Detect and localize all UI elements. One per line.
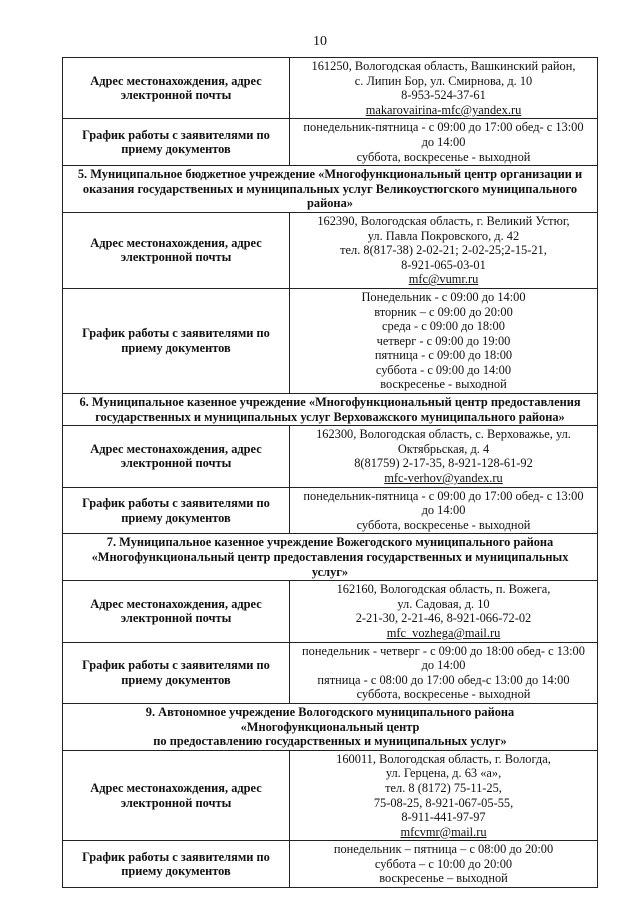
section-heading-7: 7. Муниципальное казенное учреждение Вожегодского муниципального района «Многофункциональный центр предоставления государственных и муниципальных услуг» <box>63 534 598 581</box>
table-row <box>63 750 598 841</box>
address-value: 162390, Вологодская область, г. Великий Устюг, ул. Павла Покровского, д. 42 тел. 8(817-38) 2-02-21; 2-02-25;2-15-21, 8-921-065-03-01 mfc@vumr.ru <box>290 212 598 288</box>
section-heading-6: 6. Муниципальное казенное учреждение «Многофункциональный центр предоставления государственных и муниципальных услуг Верховажского муниципального района» <box>63 394 598 426</box>
email-link[interactable]: mfc-verhov@yandex.ru <box>384 471 503 486</box>
address-value: 160011, Вологодская область, г. Вологда, ул. Герцена, д. 63 «а», тел. 8 (8172) 75-11-25, 75-08-25, 8-921-067-05-55, 8-911-441-97-97 mfcvmr@mail.ru <box>290 750 598 841</box>
email-link[interactable]: makarovairina-mfc@yandex.ru <box>365 102 522 117</box>
table-row <box>63 841 598 888</box>
table-row <box>63 426 598 487</box>
schedule-value: понедельник – пятница – с 08:00 до 20:00 суббота – с 10:00 до 20:00 воскресенье – выходной <box>290 841 598 888</box>
schedule-value: Понедельник - с 09:00 до 14:00 вторник – с 09:00 до 20:00 среда - с 09:00 до 18:00 четверг - с 09:00 до 19:00 пятница - с 09:00 до 18:00 суббота - с 09:00 до 14:00 воскресенье - выходной <box>290 288 598 393</box>
address-label: Адрес местонахождения, адрес электронной почты <box>63 581 290 642</box>
table-row <box>63 487 598 534</box>
section-heading-row <box>63 166 598 213</box>
email-link[interactable]: mfcvmr@mail.ru <box>400 824 487 839</box>
schedule-value: понедельник-пятница - с 09:00 до 17:00 обед- с 13:00 до 14:00 суббота, воскресенье - выходной <box>290 487 598 534</box>
section-heading-row <box>63 534 598 581</box>
mfc-info-table <box>62 57 598 888</box>
table-row <box>63 58 598 119</box>
schedule-label: График работы с заявителями по приему документов <box>63 288 290 393</box>
section-heading-row <box>63 703 598 750</box>
address-label: Адрес местонахождения, адрес электронной почты <box>63 212 290 288</box>
address-value: 162160, Вологодская область, п. Вожега, ул. Садовая, д. 10 2-21-30, 2-21-46, 8-921-066-72-02 mfc_vozhega@mail.ru <box>290 581 598 642</box>
section-heading-row <box>63 394 598 426</box>
table-row <box>63 581 598 642</box>
email-link[interactable]: mfc@vumr.ru <box>408 272 479 287</box>
table-row <box>63 288 598 393</box>
schedule-value: понедельник - четверг - с 09:00 до 18:00 обед- с 13:00 до 14:00 пятница - с 08:00 до 17:00 обед-с 13:00 до 14:00 суббота, воскресенье - выходной <box>290 642 598 703</box>
table-row <box>63 119 598 166</box>
table-row <box>63 212 598 288</box>
schedule-label: График работы с заявителями по приему документов <box>63 841 290 888</box>
schedule-label: График работы с заявителями по приему документов <box>63 119 290 166</box>
address-label: Адрес местонахождения, адрес электронной почты <box>63 58 290 119</box>
email-link[interactable]: mfc_vozhega@mail.ru <box>386 625 501 640</box>
section-heading-9: 9. Автономное учреждение Вологодского муниципального района «Многофункциональный центр по предоставлению государственных и муниципальных услуг» <box>63 703 598 750</box>
page-number: 10 <box>313 34 327 49</box>
address-label: Адрес местонахождения, адрес электронной почты <box>63 426 290 487</box>
schedule-label: График работы с заявителями по приему документов <box>63 487 290 534</box>
address-value: 161250, Вологодская область, Вашкинский район, с. Липин Бор, ул. Смирнова, д. 10 8-953-524-37-61 makarovairina-mfc@yandex.ru <box>290 58 598 119</box>
schedule-value: понедельник-пятница - с 09:00 до 17:00 обед- с 13:00 до 14:00 суббота, воскресенье - выходной <box>290 119 598 166</box>
section-heading-5: 5. Муниципальное бюджетное учреждение «Многофункциональный центр организации и оказания государственных и муниципальных услуг Великоустюгского муниципального района» <box>63 166 598 213</box>
schedule-label: График работы с заявителями по приему документов <box>63 642 290 703</box>
table-row <box>63 642 598 703</box>
address-label: Адрес местонахождения, адрес электронной почты <box>63 750 290 841</box>
address-value: 162300, Вологодская область, с. Верховажье, ул. Октябрьская, д. 4 8(81759) 2-17-35, 8-921-128-61-92 mfc-verhov@yandex.ru <box>290 426 598 487</box>
